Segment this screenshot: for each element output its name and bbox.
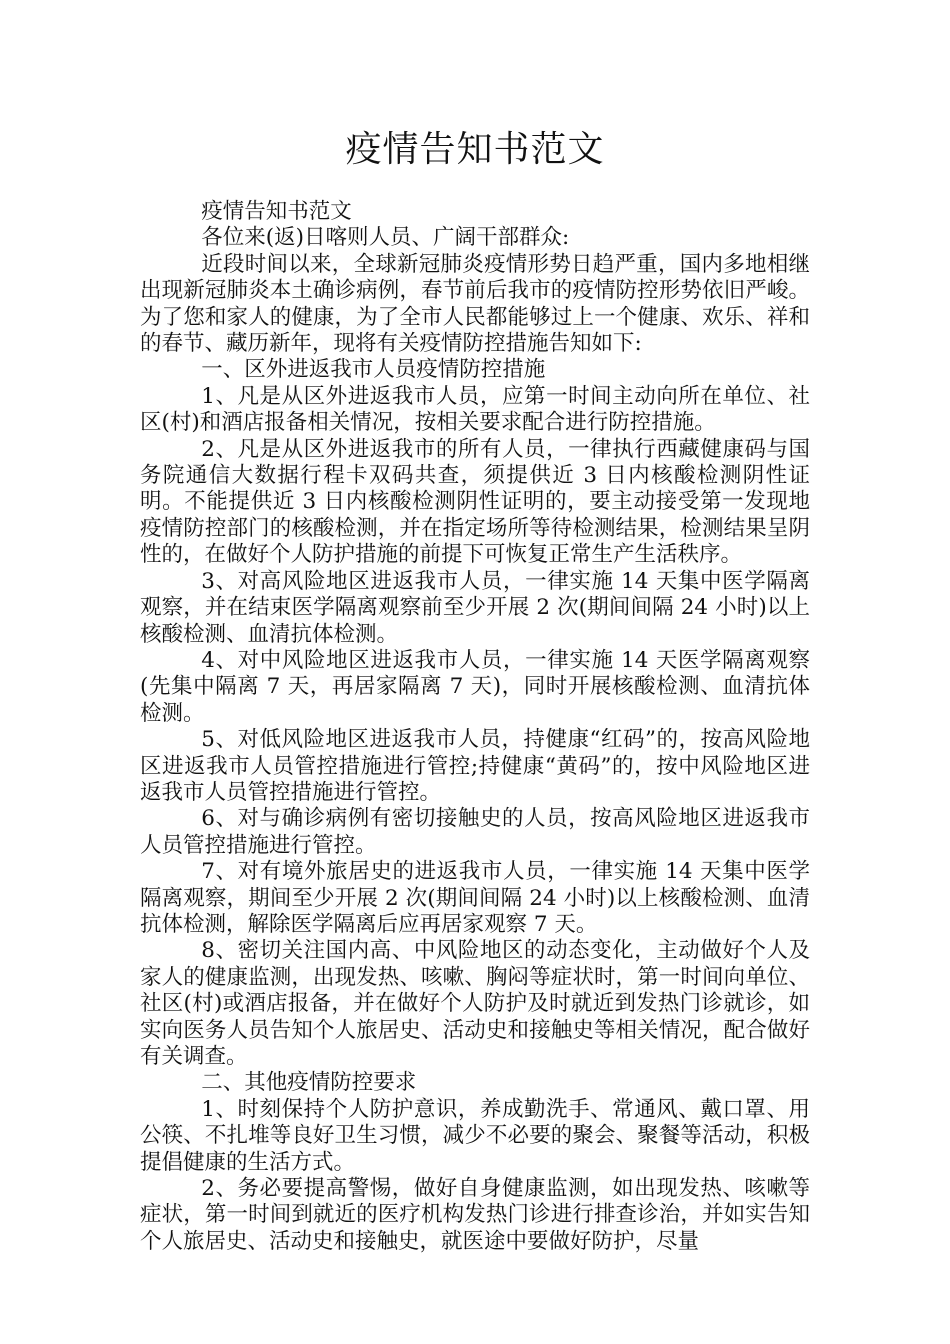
- measure-1-1: 1、凡是从区外进返我市人员，应第一时间主动向所在单位、社区(村)和酒店报备相关情况，按相关要求配合进行防控措施。: [140, 383, 810, 436]
- measure-1-3: 3、对高风险地区进返我市人员，一律实施 14 天集中医学隔离观察，并在结束医学隔离观察前至少开展 2 次(期间间隔 24 小时)以上核酸检测、血清抗体检测。: [140, 568, 810, 647]
- section-heading-1: 一、区外进返我市人员疫情防控措施: [201, 357, 546, 383]
- document-title: 疫情告知书范文: [345, 129, 605, 170]
- measure-1-2: 2、凡是从区外进返我市的所有人员，一律执行西藏健康码与国务院通信大数据行程卡双码共查，须提供近 3 日内核酸检测阴性证明。不能提供近 3 日内核酸检测阴性证明的，要主动接受第一发现地疫情防控部门的核酸检测，并在指定场所等待检测结果，检测结果呈阴性的，在做好个人防护措施的前提下可恢复正常生产生活秩序。: [140, 436, 810, 568]
- document-body: [140, 199, 810, 1255]
- measure-1-4: 4、对中风险地区进返我市人员，一律实施 14 天医学隔离观察(先集中隔离 7 天，再居家隔离 7 天)，同时开展核酸检测、血清抗体检测。: [140, 647, 810, 726]
- measure-1-7: 7、对有境外旅居史的进返我市人员，一律实施 14 天集中医学隔离观察，期间至少开展 2 次(期间间隔 24 小时)以上核酸检测、血清抗体检测，解除医学隔离后应再居家观察 7 天。: [140, 859, 810, 937]
- salutation: 各位来(返)日喀则人员、广阔干部群众:: [201, 225, 570, 251]
- measure-1-6: 6、对与确诊病例有密切接触史的人员，按高风险地区进返我市人员管控措施进行管控。: [140, 806, 810, 858]
- measure-1-5: 5、对低风险地区进返我市人员，持健康“红码”的，按高风险地区进返我市人员管控措施进行管控;持健康“黄码”的，按中风险地区进返我市人员管控措施进行管控。: [140, 727, 810, 805]
- body-heading-repeat: 疫情告知书范文: [201, 199, 352, 224]
- measure-2-1: 1、时刻保持个人防护意识，养成勤洗手、常通风、戴口罩、用公筷、不扎堆等良好卫生习惯，减少不必要的聚会、聚餐等活动，积极提倡健康的生活方式。: [140, 1096, 810, 1175]
- measure-2-2: 2、务必要提高警惕，做好自身健康监测，如出现发热、咳嗽等症状，第一时间到就近的医疗机构发热门诊进行排查诊治，并如实告知个人旅居史、活动史和接触史，就医途中要做好防护，尽量: [140, 1176, 810, 1254]
- intro-paragraph: 近段时间以来，全球新冠肺炎疫情形势日趋严重，国内多地相继出现新冠肺炎本土确诊病例，春节前后我市的疫情防控形势依旧严峻。为了您和家人的健康，为了全市人民都能够过上一个健康、欢乐、祥和的春节、藏历新年，现将有关疫情防控措施告知如下:: [140, 251, 810, 357]
- measure-1-8: 8、密切关注国内高、中风险地区的动态变化，主动做好个人及家人的健康监测，出现发热、咳嗽、胸闷等症状时，第一时间向单位、社区(村)或酒店报备，并在做好个人防护及时就近到发热门诊就诊，如实向医务人员告知个人旅居史、活动史和接触史等相关情况，配合做好有关调查。: [140, 938, 810, 1069]
- section-heading-2: 二、其他疫情防控要求: [201, 1070, 417, 1096]
